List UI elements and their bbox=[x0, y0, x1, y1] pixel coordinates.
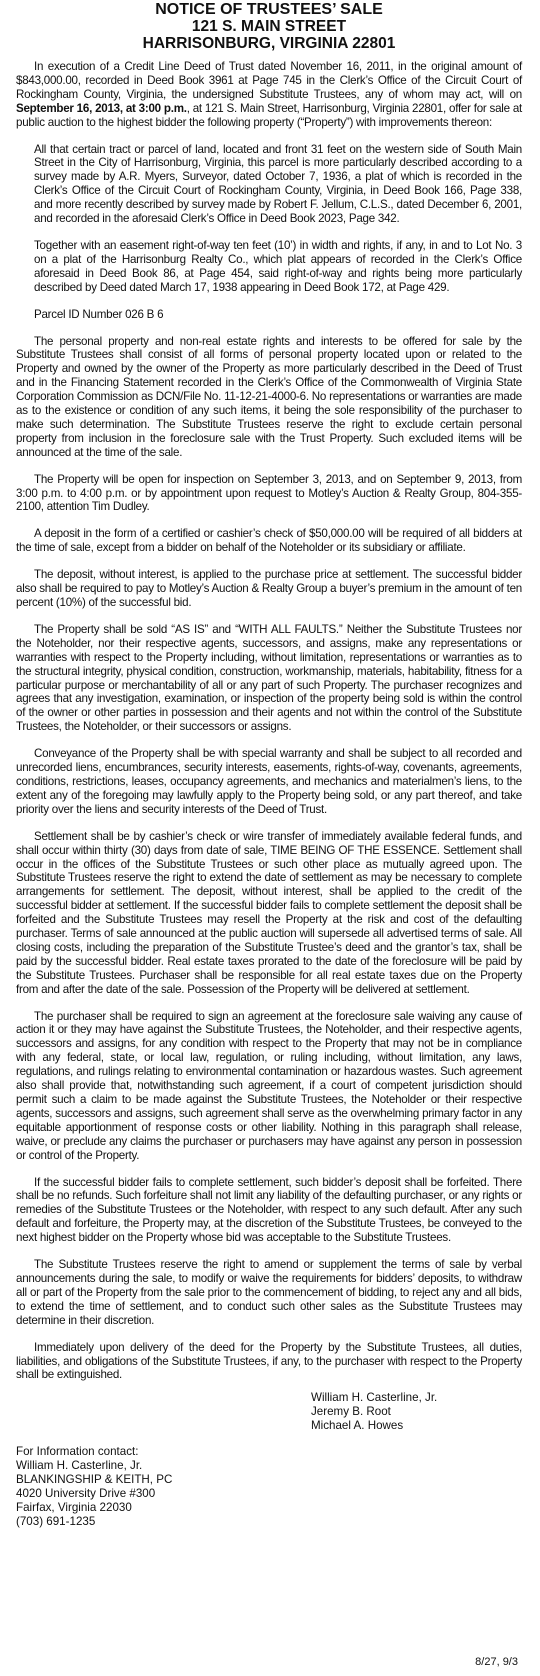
parcel-id: Parcel ID Number 026 B 6 bbox=[34, 307, 164, 321]
intro-paragraph bbox=[16, 60, 522, 130]
contact-line: BLANKINGSHIP & KEITH, PC bbox=[16, 1473, 173, 1487]
legal-description: All that certain tract or parcel of land, located and front 31 feet on the western side of South Main Street in the City of Harrisonburg, Virginia, this parcel is more particularly described according to a survey made by A.R. Myers, Surveyor, dated October 7, 1936, a plat of which is recorded in the Clerk’s Office of the Circuit Court of Rockingham County, Virginia, in Deed Book 166, Page 338, and more recently described by survey made by Robert F. Jellum, C.L.S., dated December 6, 2001, and recorded in the aforesaid Clerk’s Office in Deed Book 2023, Page 342. bbox=[34, 142, 522, 226]
extinguish-paragraph: Immediately upon delivery of the deed for the Property by the Substitute Trustees, all duties, liabilities, and obligations of the Substitute Trustees, if any, to the purchaser with respect to the Property shall be extinguished. bbox=[16, 1340, 522, 1382]
signature-block bbox=[311, 1391, 522, 1433]
signatory-name: Jeremy B. Root bbox=[311, 1405, 391, 1419]
notice-header bbox=[16, 0, 522, 52]
contact-heading: For Information contact: bbox=[16, 1445, 139, 1459]
notice-title: NOTICE OF TRUSTEES’ SALE bbox=[155, 1, 383, 18]
amend-terms-paragraph: The Substitute Trustees reserve the right to amend or supplement the terms of sale by verbal announcements during the sale, to modify or waive the requirements for bidders’ deposits, to withdraw all or part of the Property from the sale prior to the commencement of bidding, to reject any and all bids, to extend the time of settlement, and to conduct such other sales as the Substitute Trustees may determine in their discretion. bbox=[16, 1258, 522, 1327]
waiver-paragraph: The purchaser shall be required to sign an agreement at the foreclosure sale waiving any cause of action it or they may have against the Substitute Trustees, the Noteholder, and their respective agents, successors and assigns, for any condition with respect to the Property that may not be in compliance with any federal, state, or local law, regulation, or ruling including, without limitation, any laws, regulations, and rulings relating to environmental contamination or hazardous wastes. Such agreement also shall provide that, notwithstanding such agreement, if a court of competent jurisdiction should permit such a claim to be made against the Substitute Trustees, the Noteholder or their respective agents, successors and assigns, such agreement shall serve as the overwhelming primary factor in any equitable apportionment of response costs or other liability. Nothing in this paragraph shall release, waive, or preclude any claims the purchaser or purchasers may have against any person in possession or control of the Property. bbox=[16, 1009, 522, 1162]
easement-paragraph: Together with an easement right-of-way ten feet (10’) in width and rights, if any, in and to Lot No. 3 on a plat of the Harrisonburg Realty Co., which plat appears of recorded in the Clerk’s Office aforesaid in Deed Book 86, at Page 454, said right-of-way and rights being more particularly described by Deed dated March 17, 1938 appearing in Deed Book 172, at Page 429. bbox=[34, 238, 522, 294]
publication-dates: 8/27, 9/3 bbox=[475, 1656, 518, 1668]
as-is-paragraph: The Property shall be sold “AS IS” and “WITH ALL FAULTS.” Neither the Substitute Trustees nor the Noteholder, nor their respective agents, successors, and assigns, make any representations or warranties with respect to the Property including, without limitation, representations or warranties as to the structural integrity, physical condition, construction, workmanship, materials, habitability, fitness for a particular purpose or merchantability of all or any part of such Property. The purchaser recognizes and agrees that any investigation, examination, or inspection of the property being sold is within the control of the owner or other parties in possession and their agents and not within the control of the Substitute Trustees, the Noteholder, or their successors or assigns. bbox=[16, 622, 522, 734]
property-city: HARRISONBURG, VIRGINIA 22801 bbox=[142, 35, 396, 52]
contact-line: William H. Casterline, Jr. bbox=[16, 1459, 143, 1473]
settlement-paragraph: Settlement shall be by cashier’s check or wire transfer of immediately available federal funds, and shall occur within thirty (30) days from date of sale, TIME BEING OF THE ESSENCE. Settlement shall occur in the offices of the Substitute Trustees or such other place as mutually agreed upon. The Substitute Trustees reserve the right to extend the date of settlement as may be necessary to complete arrangements for settlement. The deposit, without interest, shall be applied to the credit of the successful bidder at settlement. If the successful bidder fails to complete settlement the deposit shall be forfeited and the Substitute Trustees may resell the Property at the risk and cost of the defaulting purchaser. Terms of sale announced at the public auction will supersede all advertised terms of sale. All closing costs, including the preparation of the Substitute Trustee’s deed and the grantor’s tax, shall be paid by the successful bidder. Real estate taxes prorated to the date of the foreclosure will be paid by the Substitute Trustees. Purchaser shall be responsible for all real estate taxes due on the Property from and after the date of the sale. Possession of the Property will be delivered at settlement. bbox=[16, 829, 522, 996]
signatory-name: Michael A. Howes bbox=[311, 1419, 404, 1433]
intro-text-after: , at 121 S. Main Street, Harrisonburg, Virginia 22801, offer for sale at public auction to the highest bidder the following property (“Property”) with improvements thereon: bbox=[16, 101, 522, 129]
inspection-paragraph: The Property will be open for inspection on September 3, 2013, and on September 9, 2013, from 3:00 p.m. to 4:00 p.m. or by appointment upon request to Motley’s Auction & Realty Group, 804-355-2100, attention Tim Dudley. bbox=[16, 472, 522, 514]
contact-block bbox=[16, 1445, 522, 1529]
property-address: 121 S. MAIN STREET bbox=[191, 18, 347, 35]
conveyance-paragraph: Conveyance of the Property shall be with special warranty and shall be subject to all recorded and unrecorded liens, encumbrances, security interests, easements, rights-of-way, covenants, agreements, conditions, restrictions, leases, occupancy agreements, and mechanics and materialmen’s liens, to the extent any of the foregoing may lawfully apply to the Property being sold, or any part thereof, and take priority over the liens and security interests of the Deed of Trust. bbox=[16, 747, 522, 816]
contact-line: (703) 691-1235 bbox=[16, 1515, 96, 1529]
deposit-paragraph: A deposit in the form of a certified or cashier’s check of $50,000.00 will be required of all bidders at the time of sale, except from a bidder on behalf of the Noteholder or its subsidiary or affiliate. bbox=[16, 527, 522, 555]
forfeiture-paragraph: If the successful bidder fails to complete settlement, such bidder’s deposit shall be forfeited. There shall be no refunds. Such forfeiture shall not limit any liability of the defaulting purchaser, or any rights or remedies of the Substitute Trustees or the Noteholder, with respect to any such default. After any such default and forfeiture, the Property may, at the discretion of the Substitute Trustees, be conveyed to the next highest bidder on the Property whose bid was acceptable to the Substitute Trustees. bbox=[16, 1175, 522, 1245]
intro-text-before: In execution of a Credit Line Deed of Trust dated November 16, 2011, in the original amount of $843,000.00, recorded in Deed Book 3961 at Page 745 in the Clerk’s Office of the Circuit Court of Rockingham County, Virginia, the undersigned Substitute Trustees, any of whom may act, will on bbox=[16, 60, 522, 101]
buyer-premium-paragraph: The deposit, without interest, is applied to the purchase price at settlement. The successful bidder also shall be required to pay to Motley’s Auction & Realty Group a buyer’s premium in the amount of ten percent (10%) of the successful bid. bbox=[16, 568, 522, 609]
contact-line: 4020 University Drive #300 bbox=[16, 1487, 156, 1501]
sale-datetime: September 16, 2013, at 3:00 p.m. bbox=[16, 101, 187, 115]
personal-property-paragraph: The personal property and non-real estate rights and interests to be offered for sale by the Substitute Trustees shall consist of all forms of personal property located upon or related to the Property and owned by the owner of the Property as more particularly described in the Deed of Trust and in the Financing Statement recorded in the Clerk’s Office of the Commonwealth of Virginia State Corporation Commission as DCN/File No. 11-12-21-4000-6. No representations or warranties are made as to the existence or condition of any such items, it being the sole responsibility of the purchaser to make such determination. The Substitute Trustees reserve the right to exclude certain personal property from inclusion in the foreclosure sale with the Trust Property. Such excluded items will be announced at the time of the sale. bbox=[16, 334, 522, 459]
notice-body bbox=[16, 60, 522, 1382]
signatory-name: William H. Casterline, Jr. bbox=[311, 1391, 438, 1405]
contact-line: Fairfax, Virginia 22030 bbox=[16, 1501, 132, 1515]
